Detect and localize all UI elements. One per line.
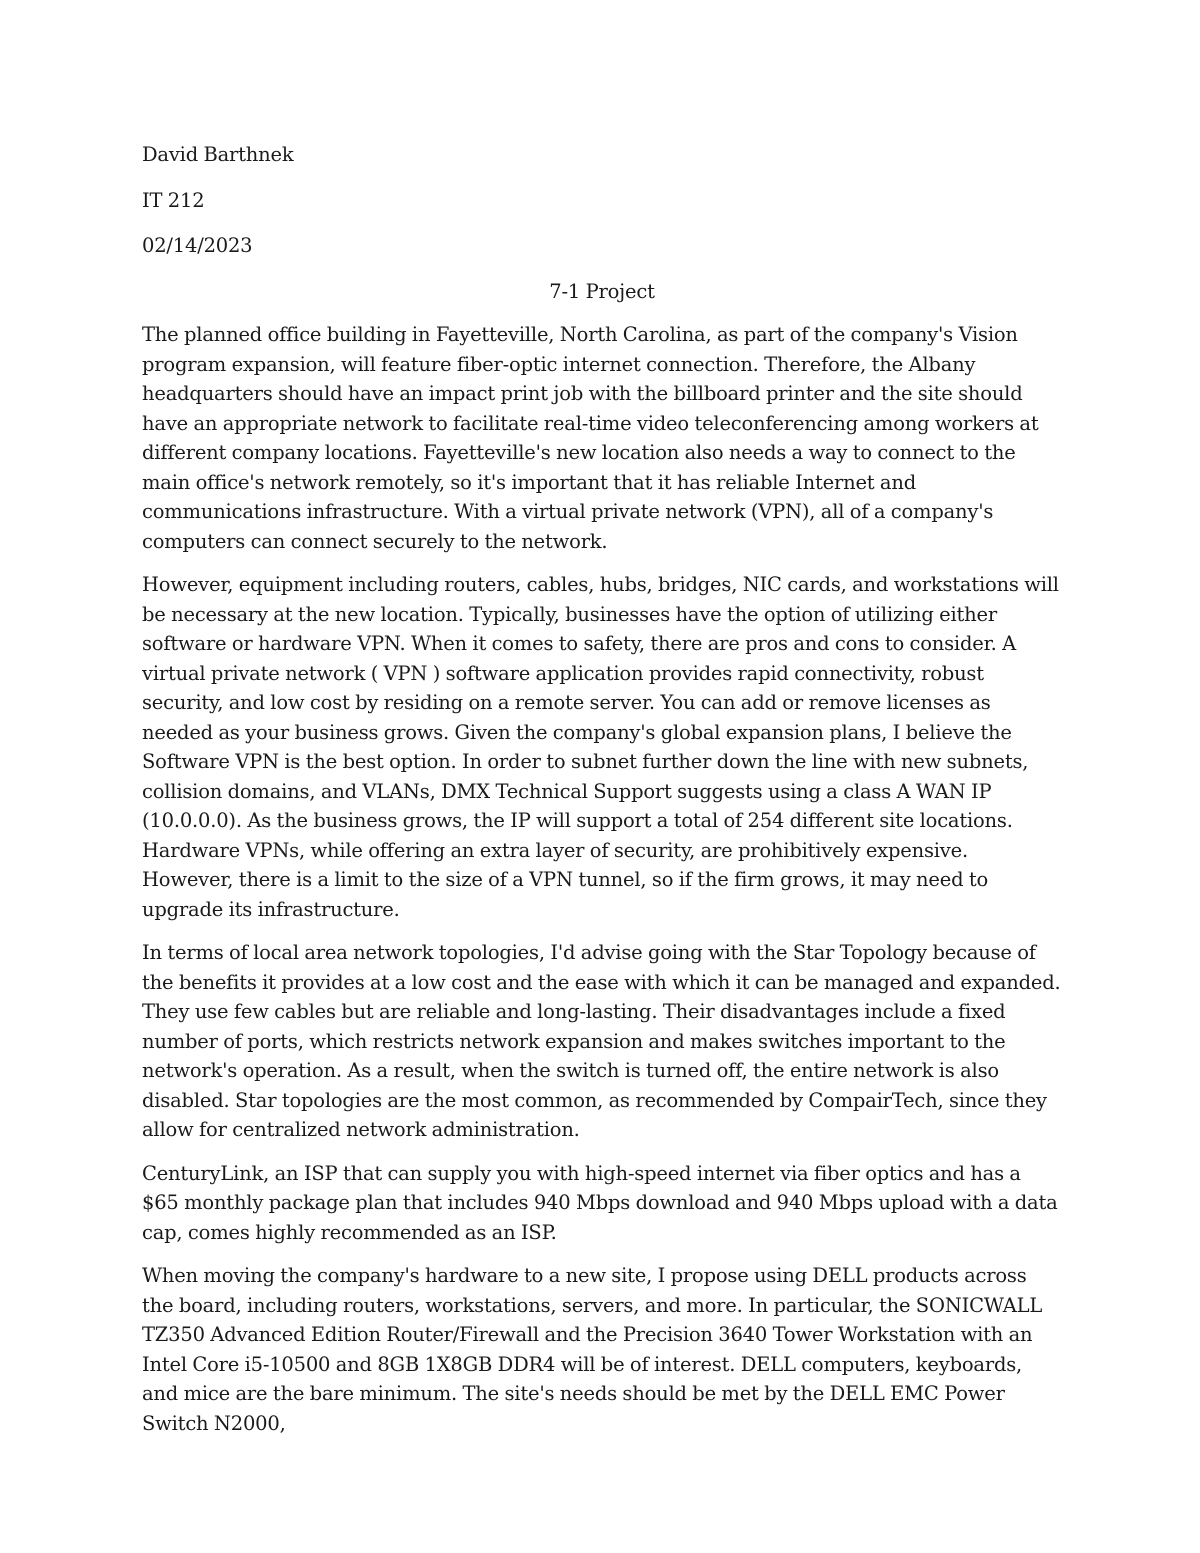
paragraph-1: The planned office building in Fayetteville, North Carolina, as part of the company's Vision program expansion, will feature fiber-optic internet connection. Therefore, the Albany headquarters should have an impact print job with the billboard printer and the site should have an appropriate network to facilitate real-time video teleconferencing among workers at different company locations. Fayetteville's new location also needs a way to connect to the main office's network remotely, so it's important that it has reliable Internet and communications infrastructure. With a virtual private network (VPN), all of a company's computers can connect securely to the network. [142,323,1039,553]
course-code: IT 212 [142,188,205,212]
document-date: 02/14/2023 [142,234,253,257]
document-body [142,140,1062,1452]
author-name: David Barthnek [142,143,294,166]
paragraph-2: However, equipment including routers, cables, hubs, bridges, NIC cards, and workstations will be necessary at the new location. Typically, businesses have the option of utilizing either software or hardware VPN. When it comes to safety, there are pros and cons to consider. A virtual private network ( VPN ) software application provides rapid connectivity, robust security, and low cost by residing on a remote server. You can add or remove licenses as needed as your business grows. Given the company's global expansion plans, I believe the Software VPN is the best option. In order to subnet further down the line with new subnets, collision domains, and VLANs, DMX Technical Support suggests using a class A WAN IP (10.0.0.0). As the business grows, the IP will support a total of 254 different site locations. Hardware VPNs, while offering an extra layer of security, are prohibitively expensive. However, there is a limit to the size of a VPN tunnel, so if the firm grows, it may need to upgrade its infrastructure. [142,573,1059,921]
document-title: 7-1 Project [549,279,655,303]
paragraph-4: CenturyLink, an ISP that can supply you with high-speed internet via fiber optics and has a $65 monthly package plan that includes 940 Mbps download and 940 Mbps upload with a data cap, comes highly recommended as an ISP. [142,1161,1058,1244]
paragraph-5: When moving the company's hardware to a new site, I propose using DELL products across the board, including routers, workstations, servers, and more. In particular, the SONICWALL TZ350 Advanced Edition Router/Firewall and the Precision 3640 Tower Workstation with an Intel Core i5-10500 and 8GB 1X8GB DDR4 will be of interest. DELL computers, keyboards, and mice are the bare minimum. The site's needs should be met by the DELL EMC Power Switch N2000, [142,1264,1043,1435]
paragraph-3: In terms of local area network topologies, I'd advise going with the Star Topology because of the benefits it provides at a low cost and the ease with which it can be managed and expanded. They use few cables but are reliable and long-lasting. Their disadvantages include a fixed number of ports, which restricts network expansion and makes switches important to the network's operation. As a result, when the switch is turned off, the entire network is also disabled. Star topologies are the most common, as recommended by CompairTech, since they allow for centralized network administration. [142,941,1061,1141]
